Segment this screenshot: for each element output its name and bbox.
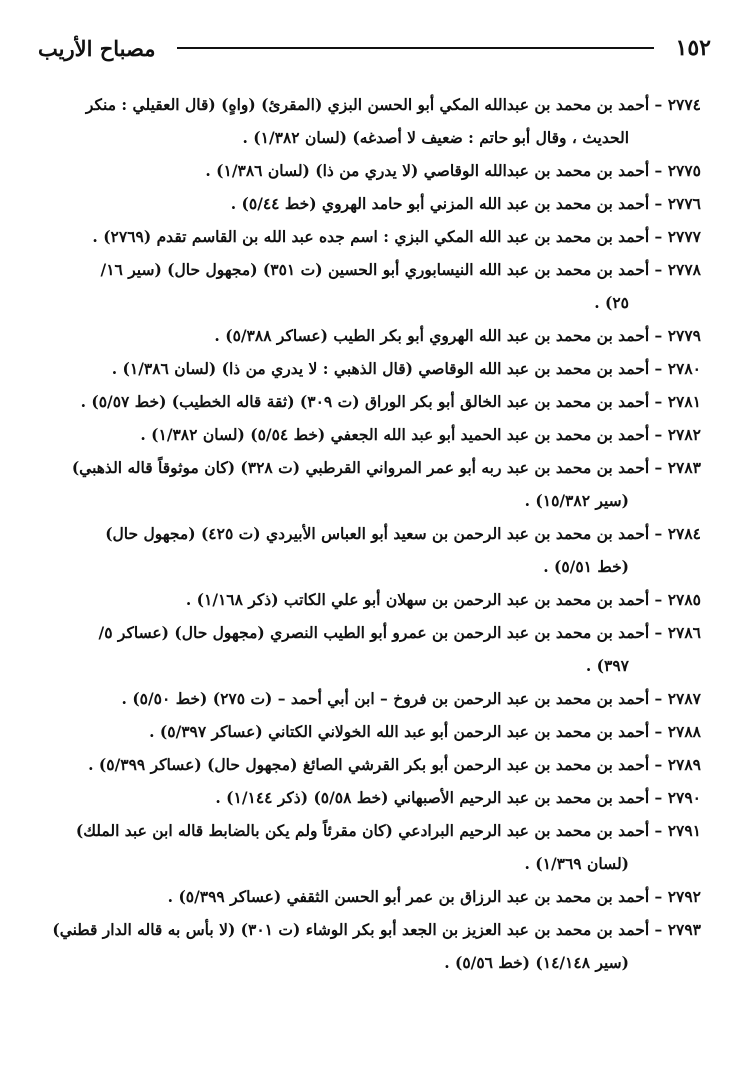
- entry-item: [50, 418, 701, 451]
- entry-item: [50, 814, 701, 880]
- entry-text: ٢٧٨٦ – أحمد بن محمد بن عبد الرحمن بن عمرو أبو الطيب النصري (مجهول حال) (عساكر ٥/: [98, 623, 701, 642]
- entry-item: [50, 187, 701, 220]
- entry-item: [50, 913, 701, 979]
- entry-text: ٢٧٩٣ – أحمد بن محمد بن عبد العزيز بن الجعد أبو بكر الوشاء (ت ٣٠١) (لا بأس به قاله الدار قطني): [52, 920, 701, 939]
- entry-text: ٢٧٧٥ – أحمد بن محمد بن عبدالله الوقاصي (لا يدري من ذا) (لسان ١/٣٨٦) .: [205, 161, 701, 180]
- entry-item: [50, 88, 701, 154]
- page-header: [38, 30, 711, 66]
- entry-item: [50, 451, 701, 517]
- entry-text: ٢٧٩٠ – أحمد بن محمد بن عبد الرحيم الأصبهاني (خط ٥/٥٨) (ذكر ١/١٤٤) .: [215, 788, 701, 807]
- entry-continuation: (خط ٥/٥١) .: [543, 557, 629, 576]
- entry-item: [50, 352, 701, 385]
- entry-text: ٢٧٧٨ – أحمد بن محمد بن عبد الله النيسابوري أبو الحسين (ت ٣٥١) (مجهول حال) (سير ١٦/: [100, 260, 701, 279]
- entry-text: ٢٧٨٣ – أحمد بن محمد بن عبد ربه أبو عمر المرواني القرطبي (ت ٣٢٨) (كان موثوقاً قاله الذهبي): [71, 458, 701, 477]
- entry-item: [50, 616, 701, 682]
- entry-text: ٢٧٧٦ – أحمد بن محمد بن عبد الله المزني أبو حامد الهروي (خط ٥/٤٤) .: [230, 194, 701, 213]
- entry-text: ٢٧٨٧ – أحمد بن محمد بن عبد الرحمن بن فروخ – ابن أبي أحمد – (ت ٢٧٥) (خط ٥/٥٠) .: [121, 689, 701, 708]
- entry-item: [50, 154, 701, 187]
- entry-item: [50, 748, 701, 781]
- entry-text: ٢٧٨٠ – أحمد بن محمد بن عبد الله الوقاصي (قال الذهبي : لا يدري من ذا) (لسان ١/٣٨٦) .: [111, 359, 701, 378]
- header-rule: [177, 47, 653, 49]
- entry-item: [50, 517, 701, 583]
- entry-item: [50, 781, 701, 814]
- entry-text: ٢٧٧٩ – أحمد بن محمد بن عبد الله الهروي أبو بكر الطيب (عساكر ٥/٣٨٨) .: [214, 326, 701, 345]
- entry-text: ٢٧٧٧ – أحمد بن محمد بن عبد الله المكي البزي : اسم جده عبد الله بن القاسم تقدم (٢٧٦٩) .: [92, 227, 701, 246]
- entry-text: ٢٧٨٢ – أحمد بن محمد بن عبد الحميد أبو عبد الله الجعفي (خط ٥/٥٤) (لسان ١/٣٨٢) .: [140, 425, 701, 444]
- entry-continuation: (لسان ١/٣٦٩) .: [524, 854, 629, 873]
- entry-item: [50, 385, 701, 418]
- entry-continuation: (سير ١٥/٣٨٢) .: [524, 491, 629, 510]
- entry-item: [50, 682, 701, 715]
- entry-text: ٢٧٨٨ – أحمد بن محمد بن عبد الرحمن أبو عبد الله الخولاني الكتاني (عساكر ٥/٣٩٧) .: [149, 722, 701, 741]
- book-title: مصباح الأريب: [38, 35, 156, 61]
- entry-item: [50, 583, 701, 616]
- entry-list: [50, 88, 701, 979]
- entry-item: [50, 880, 701, 913]
- entry-text: ٢٧٨٥ – أحمد بن محمد بن عبد الرحمن بن سهلان أبو علي الكاتب (ذكر ١/١٦٨) .: [185, 590, 701, 609]
- entry-continuation: الحديث ، وقال أبو حاتم : ضعيف لا أصدغه) (لسان ١/٣٨٢) .: [242, 128, 629, 147]
- entry-text: ٢٧٨٩ – أحمد بن محمد بن عبد الرحمن أبو بكر القرشي الصائغ (مجهول حال) (عساكر ٥/٣٩٩) .: [88, 755, 701, 774]
- entry-text: ٢٧٩١ – أحمد بن محمد بن عبد الرحيم البرادعي (كان مقرئاً ولم يكن بالضابط قاله ابن عبد الملك): [75, 821, 701, 840]
- entry-item: [50, 319, 701, 352]
- entry-continuation: (سير ١٤/١٤٨) (خط ٥/٥٦) .: [444, 953, 629, 972]
- entry-text: ٢٧٨١ – أحمد بن محمد بن عبد الخالق أبو بكر الوراق (ت ٣٠٩) (ثقة قاله الخطيب) (خط ٥/٥٧) .: [80, 392, 701, 411]
- entry-continuation: ٣٩٧) .: [585, 656, 629, 675]
- entry-text: ٢٧٨٤ – أحمد بن محمد بن عبد الرحمن بن سعيد أبو العباس الأبيردي (ت ٤٢٥) (مجهول حال): [105, 524, 701, 543]
- entry-text: ٢٧٩٢ – أحمد بن محمد بن عبد الرزاق بن عمر أبو الحسن الثقفي (عساكر ٥/٣٩٩) .: [167, 887, 701, 906]
- entry-continuation: ٢٥) .: [594, 293, 629, 312]
- entry-text: ٢٧٧٤ – أحمد بن محمد بن عبدالله المكي أبو الحسن البزي (المقرئ) (واهٍ) (قال العقيلي : منكر: [85, 95, 701, 114]
- page-number: ١٥٢: [675, 35, 711, 61]
- entry-item: [50, 253, 701, 319]
- entry-item: [50, 715, 701, 748]
- entry-item: [50, 220, 701, 253]
